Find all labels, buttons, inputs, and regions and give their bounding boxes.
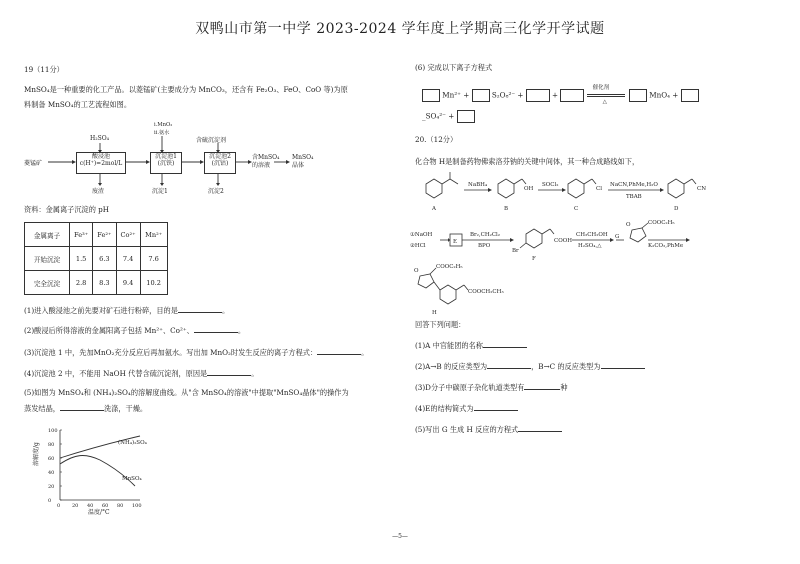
sol-label-nh4so4: (NH₄)₂SO₄	[118, 440, 147, 446]
flow-start-ore: 菱锰矿	[24, 160, 43, 167]
sol-ytick-label: 0	[48, 498, 52, 504]
eq-mno4: MnO₄ +	[649, 90, 679, 100]
coef-box[interactable]	[472, 89, 490, 102]
q19-sub4-text: (4)沉淀池 2 中，不能用 NaOH 代替含硫沉淀剂，原因是	[24, 369, 208, 378]
q20-sub4	[415, 403, 518, 414]
label-h-ester: COOC₂H₅	[436, 264, 463, 270]
q19-header: 19（11分）	[24, 65, 64, 74]
q19-sub5-text-a: 蒸发结晶，	[24, 404, 60, 413]
end-mark: 。	[237, 326, 246, 335]
molecule-c-ring	[568, 179, 584, 198]
reagent-k2co3: K₂CO₃,PhMe	[648, 243, 684, 249]
table-cell: 10.2	[140, 271, 167, 295]
q20-intro: 化合物 H是制备药物佛索洛芬钠的关键中间体，其一种合成路线如下，	[415, 157, 640, 166]
table-cell: 7.6	[140, 247, 167, 271]
synthesis-scheme	[410, 168, 790, 318]
box-precip2-title: 沉淀池2	[209, 153, 231, 160]
q19-sub3-text: (3)沉淀池 1 中，先加MnO₂充分反应后再加氨水。写出加 MnO₂时发生反应的离子方程式：	[24, 348, 318, 357]
reagent-tbab: TBAB	[626, 194, 642, 200]
flow-out-precip1: 沉淀1	[152, 188, 168, 195]
reagent-ethanol: CH₃CH₂OH	[576, 232, 608, 238]
sol-label-mnso4: MnSO₄	[122, 476, 142, 482]
reagent-bpo: BPO	[478, 243, 491, 249]
page-number: —5—	[392, 533, 408, 540]
box-precip1-title: 沉淀池1	[155, 153, 177, 160]
sol-xtick-label: 0	[57, 503, 61, 509]
label-h-o: O	[414, 268, 419, 274]
sol-ytick-label: 40	[48, 470, 55, 476]
coef-box[interactable]	[629, 89, 647, 102]
molecule-f-ring	[526, 229, 542, 248]
coef-box[interactable]	[560, 89, 584, 102]
flow-box-acid-leach	[76, 152, 126, 174]
reagent-br2: Br₂,CH₂Cl₂	[470, 232, 501, 238]
q6-equation-line1	[422, 84, 699, 105]
table-cell: 2.8	[70, 271, 93, 295]
sol-xlabel: 温度/°C	[88, 509, 110, 516]
end-mark: 。	[221, 306, 230, 315]
answer-blank[interactable]	[487, 361, 531, 369]
flow-reagent-sulfur: 含硫沉淀剂	[196, 137, 227, 144]
q6-header: (6) 完成以下离子方程式	[415, 63, 493, 72]
table-row	[25, 271, 168, 295]
q20-sub1	[415, 340, 527, 351]
box-precip2-note: (沉钴)	[211, 160, 229, 167]
table-cell: 6.3	[93, 247, 116, 271]
q20-answer-prompt: 回答下列问题：	[415, 320, 466, 329]
label-oh: OH	[524, 186, 534, 192]
q20-sub1-text: (1)A 中官能团的名称	[415, 341, 483, 350]
molecule-h-five-ring	[418, 274, 434, 288]
q19-intro-line2: 料制备 MnSO₄的工艺流程如图。	[24, 100, 132, 109]
label-b: B	[504, 206, 509, 212]
answer-blank[interactable]	[178, 305, 222, 313]
sol-ytick-label: 100	[48, 428, 58, 434]
table-header-cell: 金属离子	[25, 223, 70, 247]
answer-blank[interactable]	[194, 325, 238, 333]
reagent-naoh: ①NaOH	[410, 232, 433, 238]
sol-ytick-label: 80	[48, 442, 55, 448]
label-h-ester2: COOCH₂CH₃	[468, 289, 504, 295]
q20-sub5-text: (5)写出 G 生成 H 反应的方程式	[415, 425, 519, 434]
coef-box[interactable]	[457, 110, 475, 123]
q20-sub5	[415, 424, 562, 435]
q19-sub1	[24, 305, 229, 316]
eq-plus: +	[552, 90, 559, 100]
label-g-o: O	[626, 222, 631, 228]
end-mark: 。	[251, 369, 259, 378]
solubility-chart	[30, 420, 190, 520]
table-cell: 8.3	[93, 271, 116, 295]
q19-sub5-text-b: 洗涤，干燥。	[103, 404, 148, 413]
table-cell: 完全沉淀	[25, 271, 70, 295]
table-cell: 7.4	[116, 247, 140, 271]
box-acid-leach-condition: c(H⁺)=2mol/L	[79, 160, 123, 167]
q20-sub2-text-a: (2)A→B 的反应类型为	[415, 362, 488, 371]
reagent-nacn: NaCN,PhMe,H₂O	[610, 182, 658, 188]
table-cell: 开始沉淀	[25, 247, 70, 271]
q20-header: 20.（12分）	[415, 135, 458, 144]
molecule-a-ring	[426, 179, 442, 198]
answer-blank[interactable]	[474, 403, 518, 411]
label-br: Br	[512, 248, 519, 254]
label-c: C	[574, 206, 579, 212]
sol-xtick-label: 100	[132, 503, 142, 509]
q19-sub5-line1: (5)如图为 MnSO₄和 (NH₄)₂SO₄的溶解度曲线。从"含 MnSO₄的溶液"中提取"MnSO₄晶体"的操作为	[24, 388, 349, 397]
label-g: G	[615, 234, 620, 240]
sol-xtick-label: 40	[87, 503, 94, 509]
molecule-g-ring	[630, 228, 646, 242]
eq-s2o8: S₂O₈²⁻ +	[491, 90, 524, 100]
q20-sub3-text-a: (3)D分子中碳原子杂化轨道类型有	[415, 383, 525, 392]
molecule-d-ring	[668, 179, 684, 198]
mnso4-solution-line2: 的溶液	[252, 162, 271, 169]
table-header-cell: Mn²⁺	[140, 223, 167, 247]
label-a: A	[432, 206, 436, 212]
mnso4-crystal-line2: 晶体	[292, 162, 305, 169]
ph-table	[24, 222, 168, 295]
q20-sub2	[415, 361, 645, 372]
label-h: H	[432, 310, 437, 316]
q20-sub2-text-b: ，B→C 的反应类型为	[531, 362, 601, 371]
label-cn: CN	[697, 186, 707, 192]
molecule-b-ring	[498, 179, 514, 198]
q19-sub2	[24, 325, 245, 336]
answer-blank[interactable]	[601, 361, 645, 369]
page-title: 双鸭山市第一中学 2023-2024 学年度上学期高三化学开学试题	[195, 21, 605, 37]
q19-sub2-text: (2)酸浸后所得溶液的金属阳离子包括 Mn²⁺、Co²⁺、	[24, 326, 194, 335]
q19-sub1-text: (1)进入酸浸池之前先要对矿石进行粉碎，目的是	[24, 306, 178, 315]
table-row	[25, 247, 168, 271]
mnso4-solution-line1: 含MnSO₄	[252, 154, 280, 161]
sol-ytick-label: 20	[48, 484, 55, 490]
sol-xtick-label: 60	[102, 503, 109, 509]
q6-equation-line2	[422, 110, 475, 123]
reagent-nabh4: NaBH₄	[468, 182, 488, 188]
flow-reagent-mno2: i.MnO₂	[154, 122, 173, 128]
answer-blank[interactable]	[483, 340, 527, 348]
label-g-ester: COOC₂H₅	[648, 220, 675, 226]
flow-box-precip1	[150, 152, 182, 174]
eq-catalyst: 催化剂	[592, 84, 610, 91]
eq-condition	[587, 84, 627, 105]
molecule-h-benzene	[440, 285, 456, 304]
answer-blank[interactable]	[60, 403, 104, 411]
table-cell: 1.5	[70, 247, 93, 271]
ph-table-caption: 资料：金属离子沉淀的 pH	[24, 205, 110, 214]
table-header-cell: Co²⁺	[116, 223, 140, 247]
coef-box[interactable]	[681, 89, 699, 102]
sol-ytick-label: 60	[48, 456, 55, 462]
table-header-cell: Fe³⁺	[70, 223, 93, 247]
label-cl: Cl	[596, 186, 602, 192]
q20-sub3	[415, 382, 568, 393]
flow-out-waste: 废渣	[92, 188, 105, 195]
eq-so4: _SO₄²⁻ +	[422, 111, 455, 121]
eq-heat: △	[602, 98, 607, 105]
answer-blank[interactable]	[207, 368, 251, 376]
flow-reagent-ammonia: ii.氨水	[154, 130, 170, 136]
flow-mnso4-crystal	[292, 154, 313, 170]
q19-sub5-line2	[24, 403, 147, 414]
reagent-socl2: SOCl₂	[542, 182, 559, 188]
sol-xtick-label: 20	[72, 503, 79, 509]
eq-mn: Mn²⁺ +	[442, 90, 470, 100]
coef-box[interactable]	[526, 89, 550, 102]
table-header-cell: Fe²⁺	[93, 223, 116, 247]
flow-out-precip2: 沉淀2	[208, 188, 224, 195]
reagent-h2so4: H₂SO₄,△	[578, 243, 602, 249]
mnso4-crystal-line1: MnSO₄	[292, 154, 314, 161]
sol-ylabel: 溶解度/g	[33, 442, 40, 466]
label-cooh: COOH	[554, 238, 573, 244]
coef-box[interactable]	[422, 89, 440, 102]
q19-sub4	[24, 368, 258, 379]
label-e: E	[453, 239, 458, 245]
eq-equals	[587, 94, 625, 98]
box-acid-leach-title: 酸浸池	[91, 153, 110, 160]
answer-blank[interactable]	[518, 424, 562, 432]
flow-reagent-h2so4: H₂SO₄	[90, 135, 110, 142]
answer-blank[interactable]	[317, 347, 361, 355]
label-f: F	[532, 256, 536, 262]
sol-xtick-label: 80	[117, 503, 124, 509]
answer-blank[interactable]	[524, 382, 560, 390]
label-d: D	[674, 206, 679, 212]
q20-sub4-text: (4)E的结构简式为	[415, 404, 474, 413]
box-precip1-note: (沉铁)	[157, 160, 175, 167]
table-header-row	[25, 223, 168, 247]
reagent-hcl: ②HCl	[410, 243, 426, 249]
table-cell: 9.4	[116, 271, 140, 295]
q19-sub3	[24, 347, 368, 358]
flow-mnso4-solution	[252, 154, 279, 170]
q19-intro-line1: MnSO₄是一种重要的化工产品。以菱锰矿(主要成分为 MnCO₃，还含有 Fe₂O₃、FeO、CoO 等)为原	[24, 85, 348, 94]
flowchart-arrows	[0, 0, 400, 200]
end-mark: 。	[361, 348, 369, 357]
q20-sub3-text-b: 种	[560, 383, 568, 392]
flow-box-precip2	[204, 152, 236, 174]
